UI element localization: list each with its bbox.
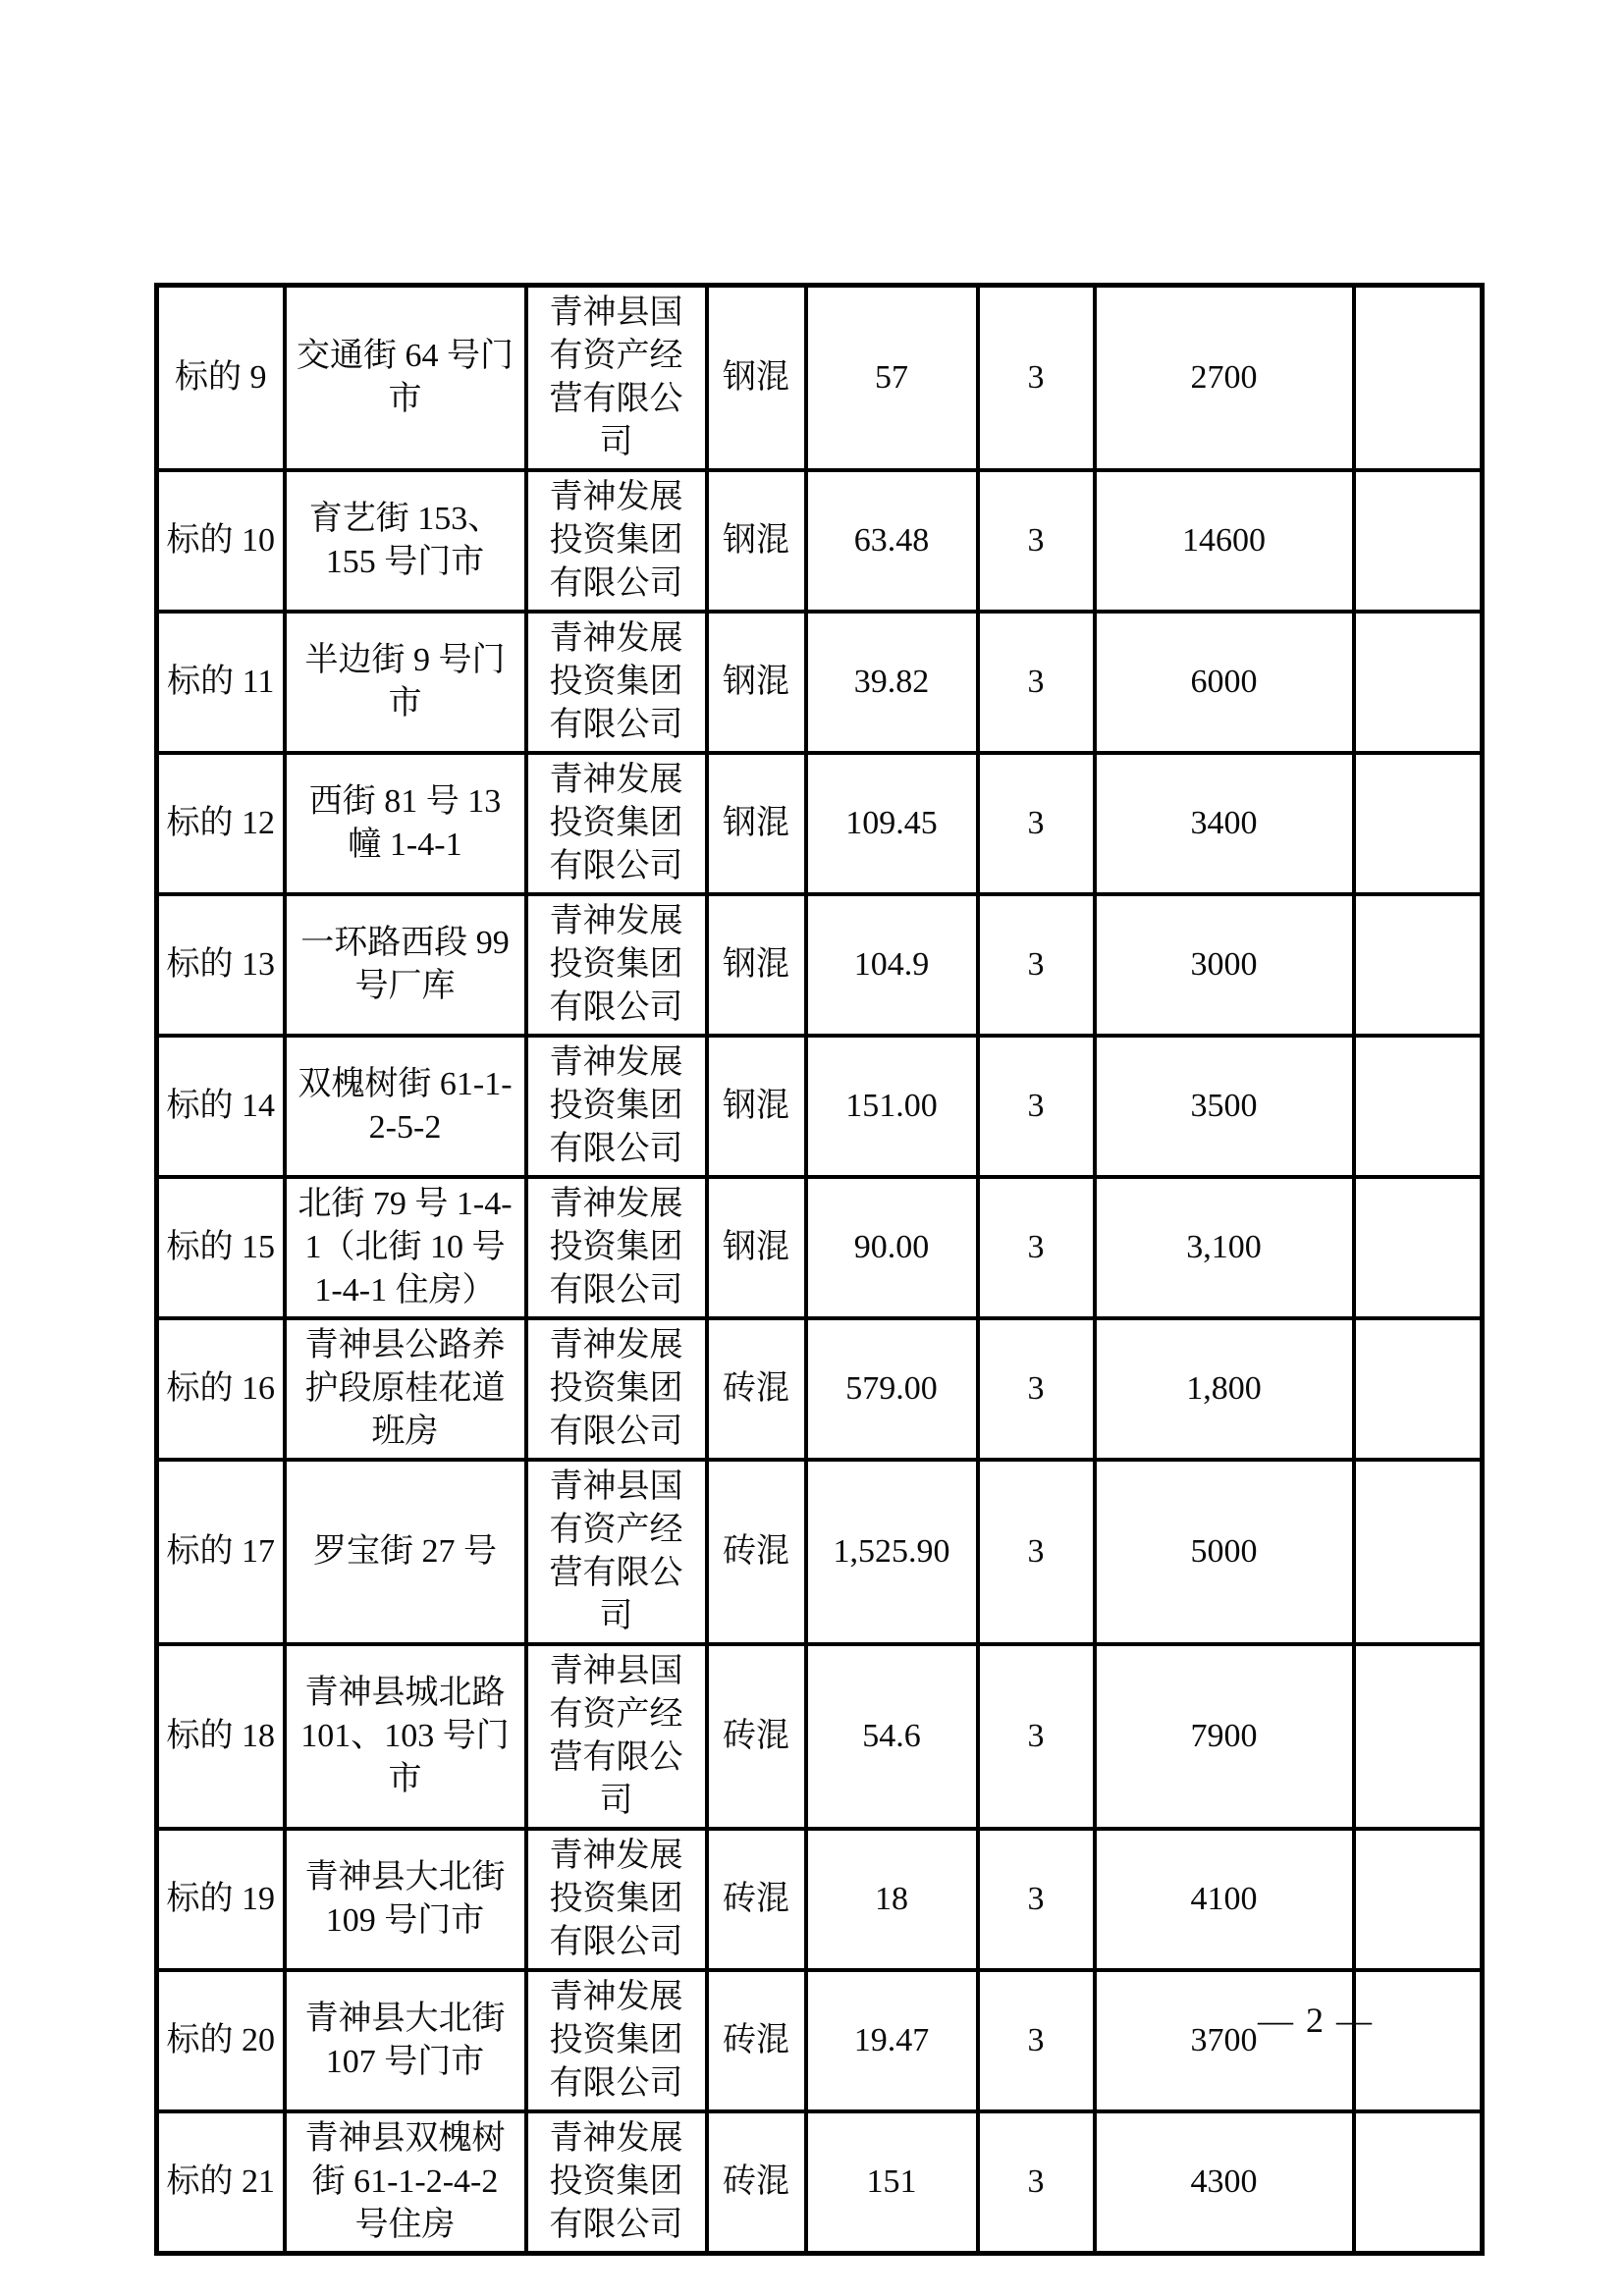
target-label: 标的 9	[157, 286, 285, 471]
building-area: 57	[806, 286, 978, 471]
remarks-cell	[1354, 753, 1483, 894]
property-location: 双槐树街 61-1-2-5-2	[285, 1036, 526, 1177]
price-value: 6000	[1095, 612, 1354, 753]
remarks-cell	[1354, 612, 1483, 753]
building-area: 63.48	[806, 470, 978, 612]
table-row	[157, 2111, 1483, 2254]
floor-count: 3	[978, 1460, 1095, 1644]
price-value: 14600	[1095, 470, 1354, 612]
structure-type: 砖混	[707, 2111, 806, 2254]
building-area: 18	[806, 1829, 978, 1970]
price-value: 2700	[1095, 286, 1354, 471]
table-row	[157, 1460, 1483, 1644]
floor-count: 3	[978, 612, 1095, 753]
page-number: — 2 —	[1258, 2001, 1374, 2040]
structure-type: 钢混	[707, 612, 806, 753]
target-label: 标的 15	[157, 1177, 285, 1318]
structure-type: 钢混	[707, 1036, 806, 1177]
structure-type: 钢混	[707, 1177, 806, 1318]
price-value: 3000	[1095, 894, 1354, 1036]
property-location: 青神县城北路 101、103 号门市	[285, 1644, 526, 1829]
owner-company: 青神县国有资产经营有限公司	[526, 1644, 707, 1829]
table-row	[157, 894, 1483, 1036]
remarks-cell	[1354, 1460, 1483, 1644]
building-area: 151	[806, 2111, 978, 2254]
table-row	[157, 1829, 1483, 1970]
structure-type: 砖混	[707, 1970, 806, 2111]
owner-company: 青神发展投资集团有限公司	[526, 1970, 707, 2111]
owner-company: 青神发展投资集团有限公司	[526, 1318, 707, 1460]
remarks-cell	[1354, 1318, 1483, 1460]
structure-type: 砖混	[707, 1644, 806, 1829]
price-value: 5000	[1095, 1460, 1354, 1644]
target-label: 标的 19	[157, 1829, 285, 1970]
property-location: 青神县公路养护段原桂花道班房	[285, 1318, 526, 1460]
remarks-cell	[1354, 2111, 1483, 2254]
building-area: 54.6	[806, 1644, 978, 1829]
remarks-cell	[1354, 894, 1483, 1036]
remarks-cell	[1354, 1177, 1483, 1318]
target-label: 标的 17	[157, 1460, 285, 1644]
owner-company: 青神县国有资产经营有限公司	[526, 286, 707, 471]
building-area: 19.47	[806, 1970, 978, 2111]
owner-company: 青神发展投资集团有限公司	[526, 753, 707, 894]
owner-company: 青神发展投资集团有限公司	[526, 894, 707, 1036]
target-label: 标的 12	[157, 753, 285, 894]
owner-company: 青神发展投资集团有限公司	[526, 612, 707, 753]
building-area: 579.00	[806, 1318, 978, 1460]
floor-count: 3	[978, 753, 1095, 894]
property-location: 半边街 9 号门市	[285, 612, 526, 753]
price-value: 4100	[1095, 1829, 1354, 1970]
remarks-cell	[1354, 1829, 1483, 1970]
property-location: 一环路西段 99 号厂库	[285, 894, 526, 1036]
floor-count: 3	[978, 286, 1095, 471]
floor-count: 3	[978, 1177, 1095, 1318]
target-label: 标的 16	[157, 1318, 285, 1460]
target-label: 标的 20	[157, 1970, 285, 2111]
property-location: 青神县大北街 107 号门市	[285, 1970, 526, 2111]
remarks-cell	[1354, 286, 1483, 471]
structure-type: 砖混	[707, 1829, 806, 1970]
target-label: 标的 18	[157, 1644, 285, 1829]
property-location: 西街 81 号 13 幢 1-4-1	[285, 753, 526, 894]
table-row	[157, 753, 1483, 894]
structure-type: 砖混	[707, 1460, 806, 1644]
structure-type: 钢混	[707, 894, 806, 1036]
remarks-cell	[1354, 1036, 1483, 1177]
price-value: 3500	[1095, 1036, 1354, 1177]
property-location: 罗宝街 27 号	[285, 1460, 526, 1644]
building-area: 39.82	[806, 612, 978, 753]
structure-type: 钢混	[707, 470, 806, 612]
property-location: 北街 79 号 1-4-1（北街 10 号 1-4-1 住房）	[285, 1177, 526, 1318]
target-label: 标的 21	[157, 2111, 285, 2254]
floor-count: 3	[978, 1970, 1095, 2111]
table-row	[157, 612, 1483, 753]
table-row	[157, 1644, 1483, 1829]
auction-targets-table	[154, 283, 1485, 2256]
floor-count: 3	[978, 1829, 1095, 1970]
owner-company: 青神发展投资集团有限公司	[526, 1829, 707, 1970]
table-row	[157, 286, 1483, 471]
price-value: 3700	[1095, 1970, 1354, 2111]
floor-count: 3	[978, 1318, 1095, 1460]
owner-company: 青神发展投资集团有限公司	[526, 470, 707, 612]
table-body	[157, 286, 1483, 2254]
building-area: 151.00	[806, 1036, 978, 1177]
table-row	[157, 1036, 1483, 1177]
structure-type: 砖混	[707, 1318, 806, 1460]
property-location: 育艺街 153、155 号门市	[285, 470, 526, 612]
target-label: 标的 13	[157, 894, 285, 1036]
owner-company: 青神发展投资集团有限公司	[526, 2111, 707, 2254]
floor-count: 3	[978, 470, 1095, 612]
table-row	[157, 470, 1483, 612]
property-location: 青神县双槐树街 61-1-2-4-2 号住房	[285, 2111, 526, 2254]
price-value: 1,800	[1095, 1318, 1354, 1460]
table-row	[157, 1177, 1483, 1318]
floor-count: 3	[978, 2111, 1095, 2254]
building-area: 109.45	[806, 753, 978, 894]
owner-company: 青神发展投资集团有限公司	[526, 1036, 707, 1177]
target-label: 标的 11	[157, 612, 285, 753]
price-value: 3400	[1095, 753, 1354, 894]
target-label: 标的 14	[157, 1036, 285, 1177]
owner-company: 青神发展投资集团有限公司	[526, 1177, 707, 1318]
property-location: 青神县大北街 109 号门市	[285, 1829, 526, 1970]
price-value: 3,100	[1095, 1177, 1354, 1318]
building-area: 104.9	[806, 894, 978, 1036]
building-area: 1,525.90	[806, 1460, 978, 1644]
table-row	[157, 1318, 1483, 1460]
owner-company: 青神县国有资产经营有限公司	[526, 1460, 707, 1644]
remarks-cell	[1354, 470, 1483, 612]
price-value: 7900	[1095, 1644, 1354, 1829]
floor-count: 3	[978, 1036, 1095, 1177]
remarks-cell	[1354, 1644, 1483, 1829]
structure-type: 钢混	[707, 753, 806, 894]
target-label: 标的 10	[157, 470, 285, 612]
price-value: 4300	[1095, 2111, 1354, 2254]
building-area: 90.00	[806, 1177, 978, 1318]
structure-type: 钢混	[707, 286, 806, 471]
floor-count: 3	[978, 894, 1095, 1036]
property-location: 交通街 64 号门市	[285, 286, 526, 471]
floor-count: 3	[978, 1644, 1095, 1829]
